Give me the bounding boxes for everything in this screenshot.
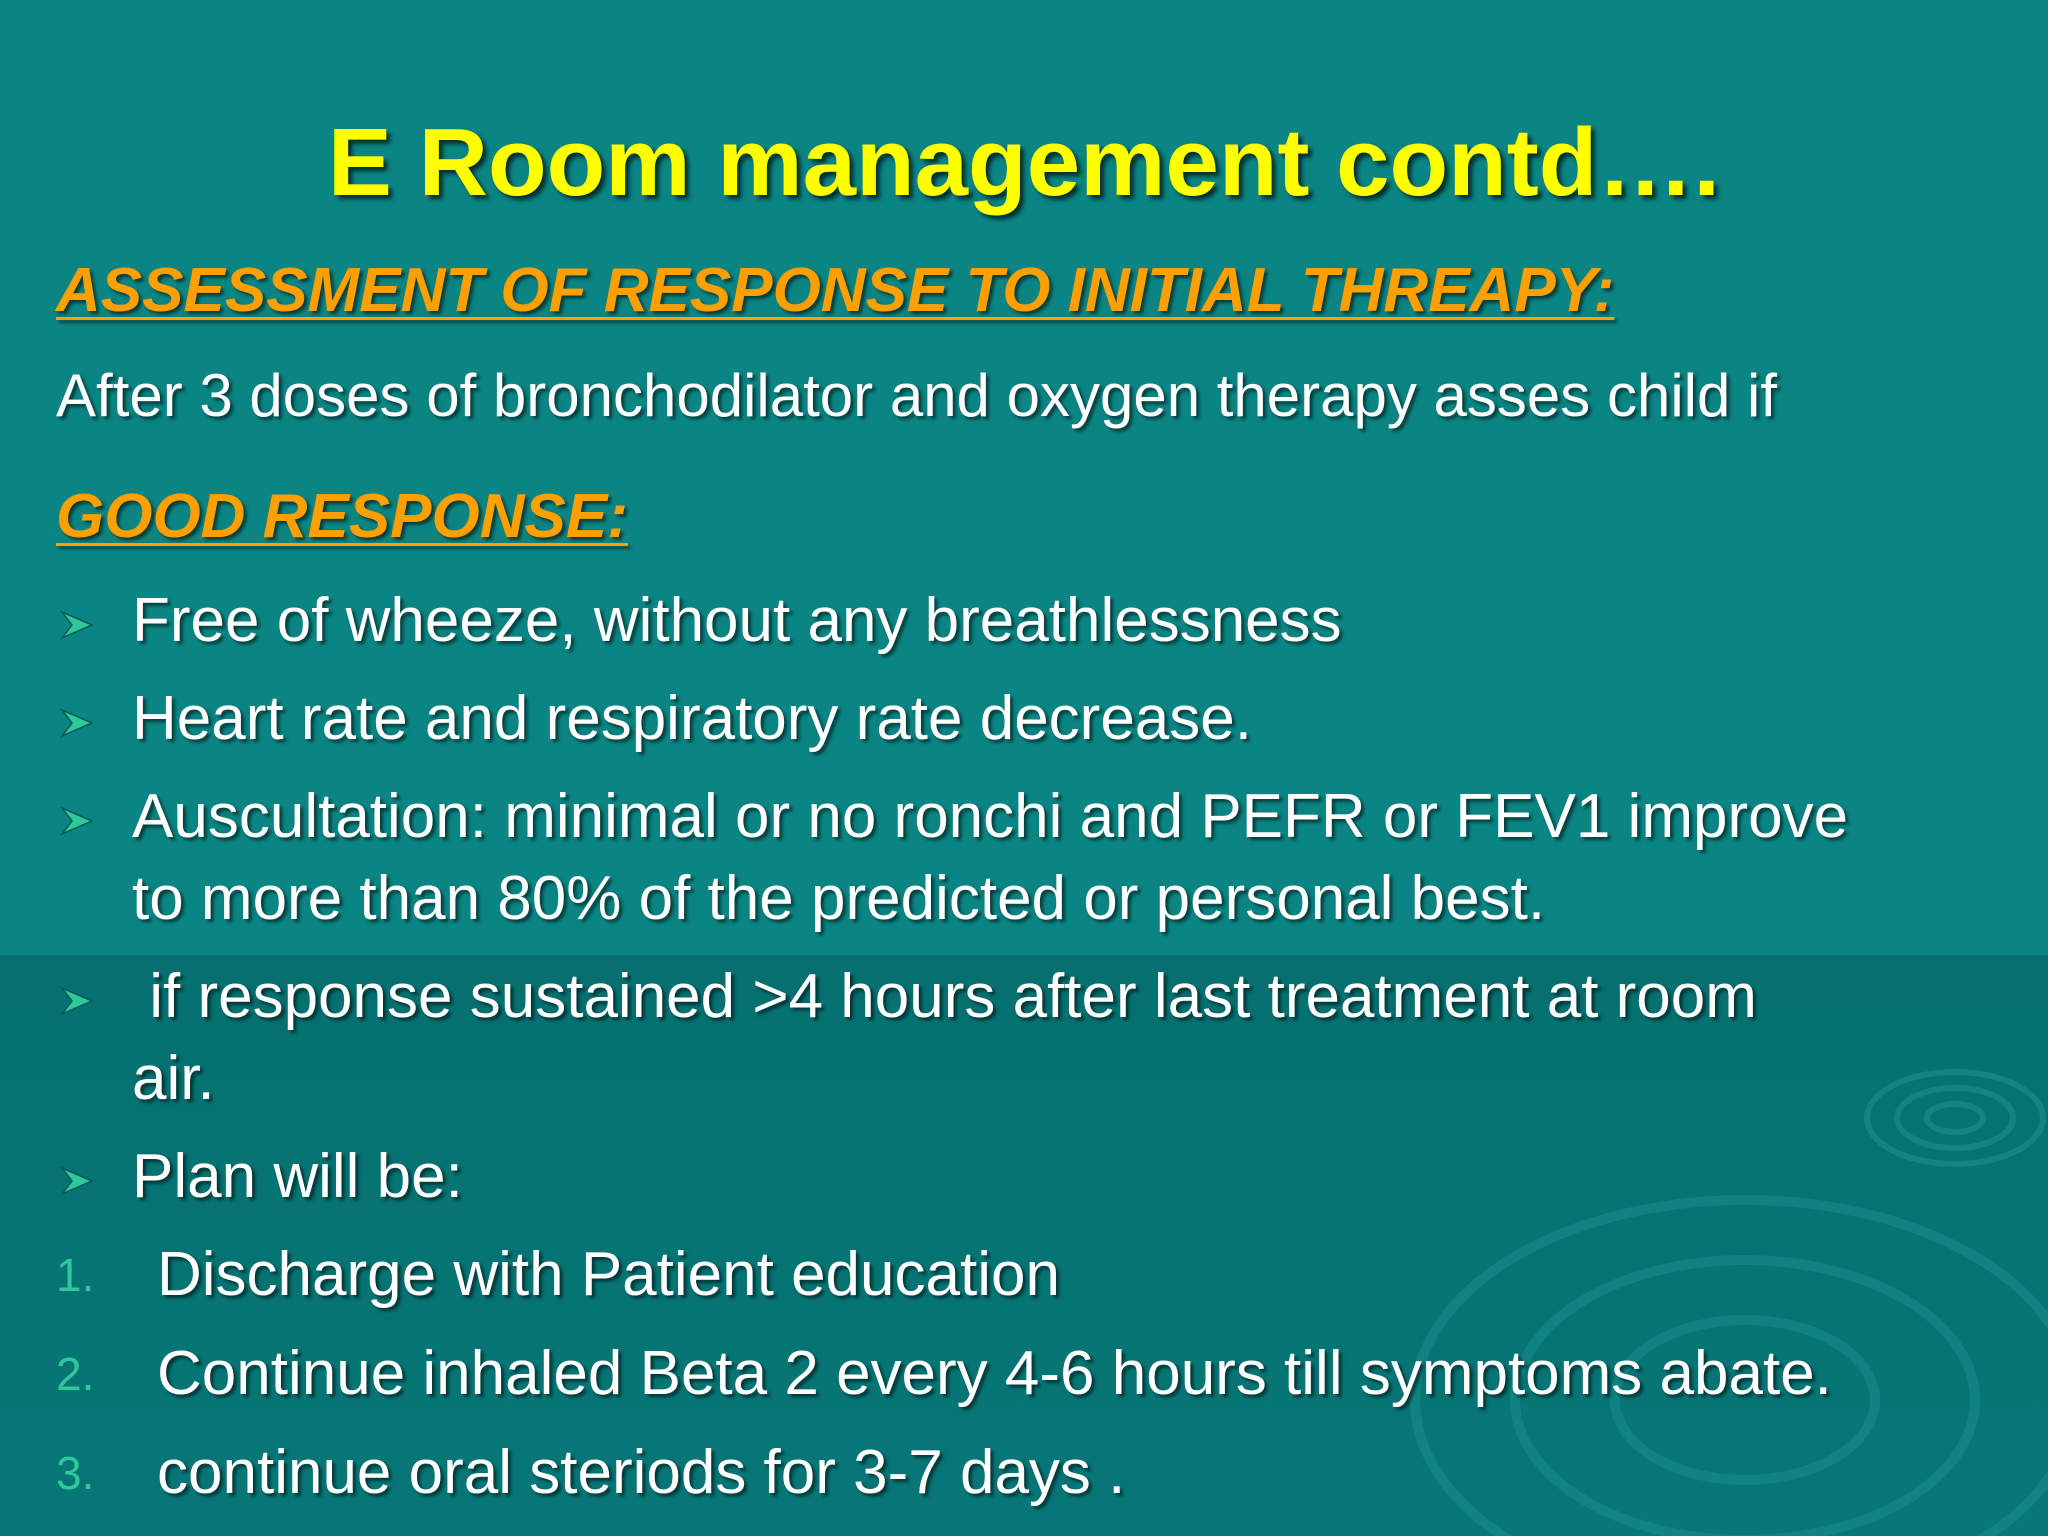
slide-title: E Room management contd…. xyxy=(327,109,1721,216)
number-marker: 3. xyxy=(56,1447,95,1499)
arrow-bullet-icon xyxy=(60,956,100,1038)
bullet-text: to more than 80% of the predicted or personal best. xyxy=(132,864,1546,933)
section-heading: ASSESSMENT OF RESPONSE TO INITIAL THREAPY: xyxy=(56,256,1615,325)
bullet-text: Heart rate and respiratory rate decrease. xyxy=(132,684,1252,753)
arrow-bullet-icon xyxy=(60,1136,100,1218)
bullet-text: Plan will be: xyxy=(132,1142,463,1211)
numbered-text: Continue inhaled Beta 2 every 4-6 hours till symptoms abate. xyxy=(157,1339,1832,1408)
numbered-text: Discharge with Patient education xyxy=(157,1240,1060,1309)
numbered-text: continue oral steriods for 3-7 days . xyxy=(157,1438,1126,1507)
good-response-heading: GOOD RESPONSE: xyxy=(56,482,628,551)
number-marker: 2. xyxy=(56,1348,95,1400)
bullet-text: if response sustained >4 hours after last treatment at room xyxy=(132,962,1757,1031)
bullet-text: air. xyxy=(132,1044,215,1113)
arrow-bullet-icon xyxy=(60,678,100,760)
bullet-text: Free of wheeze, without any breathlessness xyxy=(132,586,1342,655)
arrow-bullet-icon xyxy=(60,776,100,858)
intro-text: After 3 doses of bronchodilator and oxygen therapy asses child if xyxy=(56,362,1778,429)
number-marker: 1. xyxy=(56,1249,95,1301)
arrow-bullet-icon xyxy=(60,580,100,662)
bullet-text: Auscultation: minimal or no ronchi and PEFR or FEV1 improve xyxy=(132,782,1849,851)
